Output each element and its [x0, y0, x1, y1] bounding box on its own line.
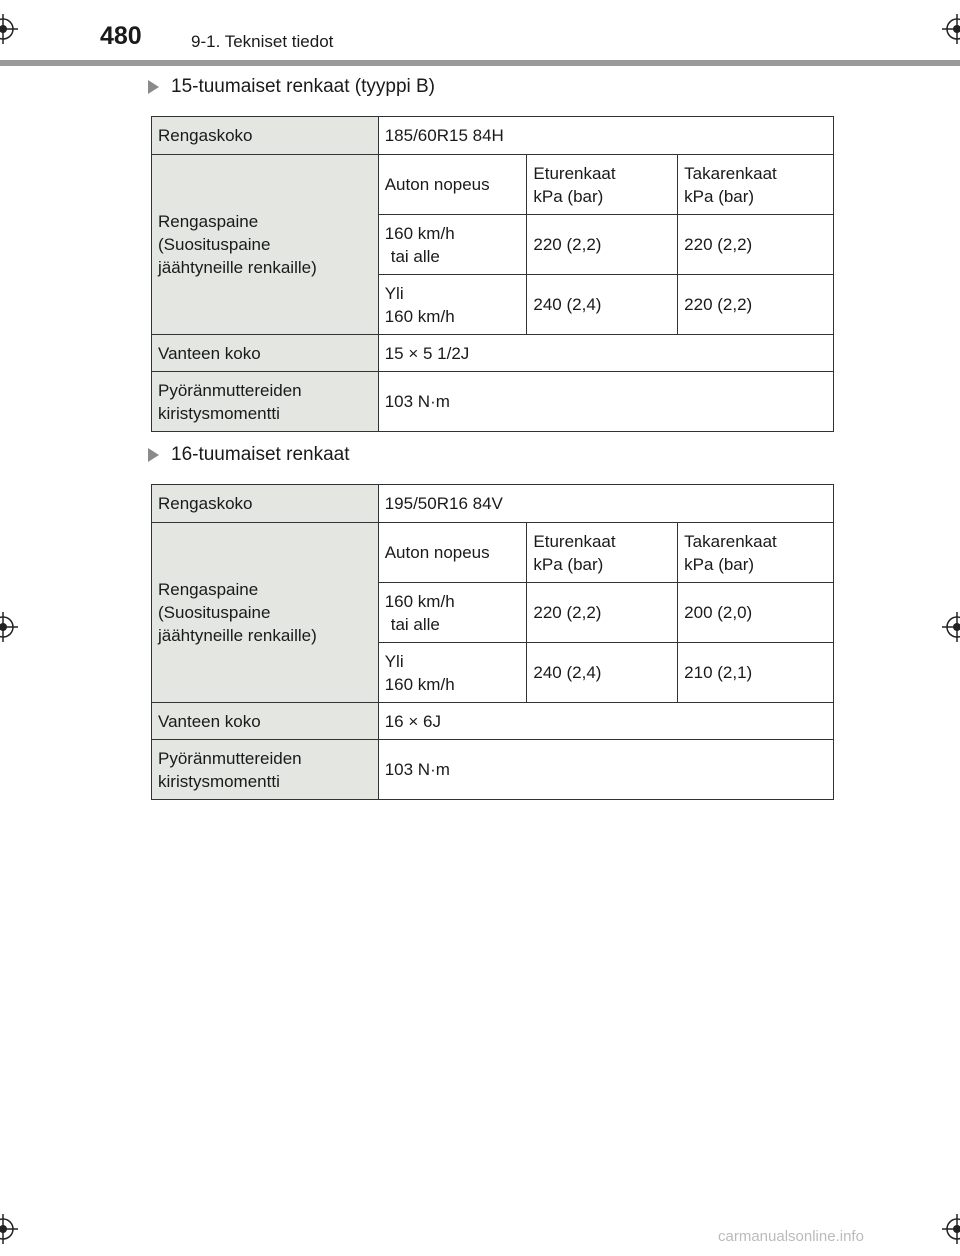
- registration-mark-icon: [0, 612, 18, 642]
- front-pressure-cell: 220 (2,2): [527, 583, 678, 643]
- front-tires-column-header: Eturenkaat kPa (bar): [527, 155, 678, 215]
- registration-mark-icon: [942, 612, 960, 642]
- tire-size-label: Rengaskoko: [152, 117, 379, 155]
- tire-pressure-label: Rengaspaine (Suosituspaine jäähtyneille renkaille): [152, 523, 379, 703]
- torque-value: 103 N·m: [378, 372, 833, 432]
- speed-cell: Yli 160 km/h: [378, 275, 527, 335]
- front-tires-column-header: Eturenkaat kPa (bar): [527, 523, 678, 583]
- front-pressure-cell: 240 (2,4): [527, 643, 678, 703]
- rim-size-label: Vanteen koko: [152, 703, 379, 740]
- speed-column-header: Auton nopeus: [378, 523, 527, 583]
- front-pressure-cell: 240 (2,4): [527, 275, 678, 335]
- tire-size-label: Rengaskoko: [152, 485, 379, 523]
- speed-column-header: Auton nopeus: [378, 155, 527, 215]
- speed-cell: 160 km/h tai alle: [378, 583, 527, 643]
- registration-mark-icon: [942, 1214, 960, 1244]
- section-heading-text: 16-tuumaiset renkaat: [171, 444, 350, 465]
- watermark: carmanualsonline.info: [718, 1228, 864, 1245]
- tire-pressure-label: Rengaspaine (Suosituspaine jäähtyneille renkaille): [152, 155, 379, 335]
- rear-tires-column-header: Takarenkaat kPa (bar): [678, 523, 834, 583]
- rim-size-value: 15 × 5 1/2J: [378, 335, 833, 372]
- section-heading-text: 15-tuumaiset renkaat (tyyppi B): [171, 76, 436, 97]
- rear-pressure-cell: 220 (2,2): [678, 275, 834, 335]
- header-rule: [0, 60, 960, 66]
- rear-pressure-cell: 200 (2,0): [678, 583, 834, 643]
- triangle-bullet-icon: [148, 448, 159, 462]
- registration-mark-icon: [0, 14, 18, 44]
- rear-pressure-cell: 220 (2,2): [678, 215, 834, 275]
- page-header: [0, 0, 960, 70]
- torque-label: Pyöränmuttereiden kiristysmomentti: [152, 372, 379, 432]
- triangle-bullet-icon: [148, 80, 159, 94]
- front-pressure-cell: 220 (2,2): [527, 215, 678, 275]
- speed-cell: 160 km/h tai alle: [378, 215, 527, 275]
- torque-value: 103 N·m: [378, 740, 833, 800]
- tire-size-value: 195/50R16 84V: [378, 485, 833, 523]
- rear-tires-column-header: Takarenkaat kPa (bar): [678, 155, 834, 215]
- tire-spec-table: [151, 116, 834, 432]
- page-number: 480: [100, 22, 142, 50]
- torque-label: Pyöränmuttereiden kiristysmomentti: [152, 740, 379, 800]
- registration-mark-icon: [942, 14, 960, 44]
- tire-size-value: 185/60R15 84H: [378, 117, 833, 155]
- section-heading: [148, 76, 435, 98]
- section-heading: [148, 444, 350, 466]
- registration-mark-icon: [0, 1214, 18, 1244]
- tire-spec-table: [151, 484, 834, 800]
- speed-cell: Yli 160 km/h: [378, 643, 527, 703]
- rim-size-label: Vanteen koko: [152, 335, 379, 372]
- rim-size-value: 16 × 6J: [378, 703, 833, 740]
- section-title: 9-1. Tekniset tiedot: [191, 32, 334, 51]
- rear-pressure-cell: 210 (2,1): [678, 643, 834, 703]
